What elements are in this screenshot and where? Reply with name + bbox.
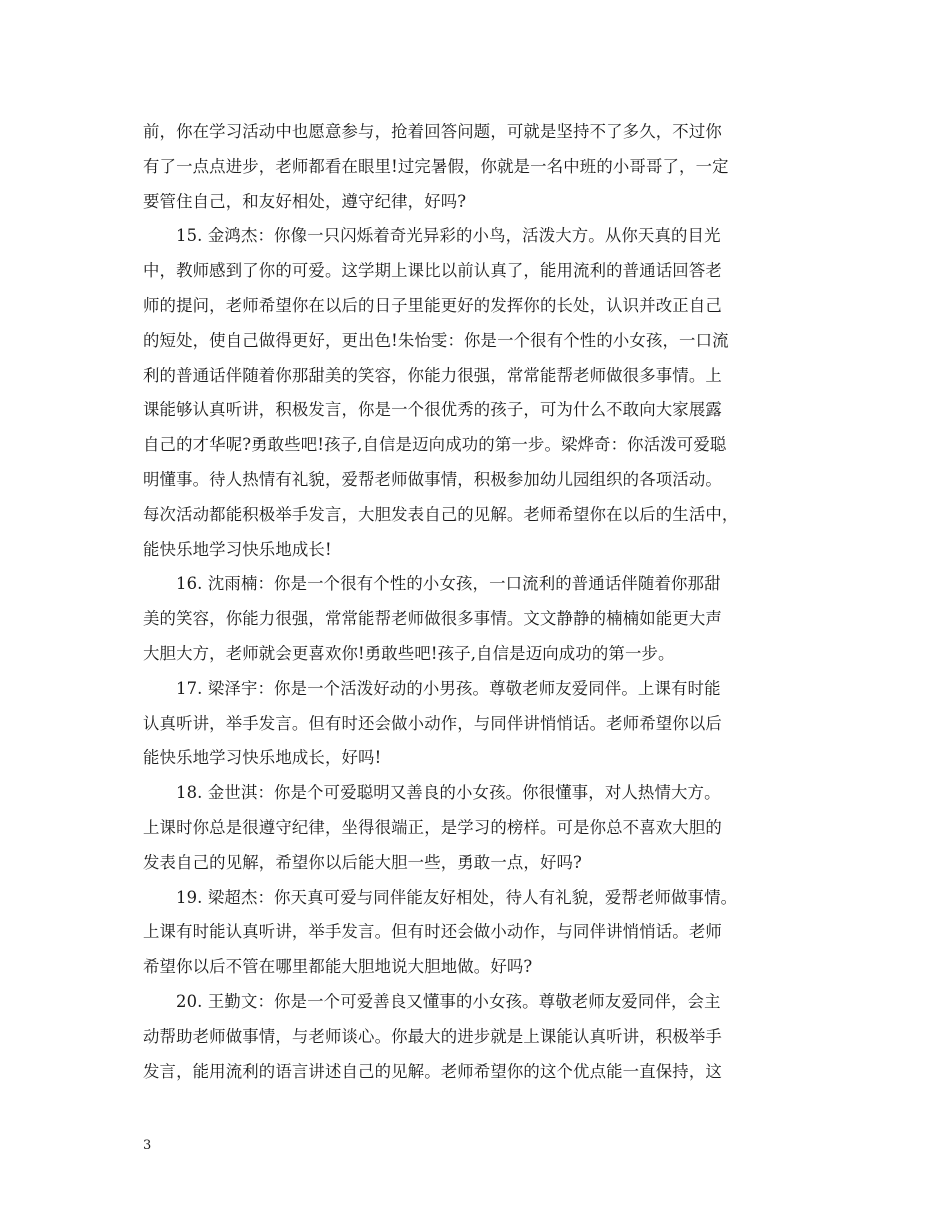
text-line: 大胆大方，老师就会更喜欢你!勇敢些吧!孩子,自信是迈向成功的第一步。: [143, 643, 675, 663]
body-text: [143, 115, 811, 1089]
page-number: 3: [143, 1138, 152, 1153]
text-line: 前，你在学习活动中也愿意参与，抢着回答问题，可就是坚持不了多久，不过你: [143, 122, 722, 141]
text-line: 发表自己的见解，希望你以后能大胆一些，勇敢一点，好吗?: [143, 852, 582, 872]
paragraph-first-line: 15. 金鸿杰：你像一只闪烁着奇光异彩的小鸟，活泼大方。从你天真的目光: [176, 226, 721, 246]
text-line: 上课时你总是很遵守纪律，坐得很端正，是学习的榜样。可是你总不喜欢大胆的: [143, 817, 722, 837]
text-line: 中，教师感到了你的可爱。这学期上课比以前认真了，能用流利的普通话回答老: [143, 261, 722, 281]
text-line: 上课有时能认真听讲，举手发言。但有时还会做小动作，与同伴讲悄悄话。老师: [143, 922, 722, 942]
text-line: 认真听讲，举手发言。但有时还会做小动作，与同伴讲悄悄话。老师希望你以后: [143, 713, 722, 733]
text-line: 师的提问，老师希望你在以后的日子里能更好的发挥你的长处，认识并改正自己: [143, 295, 722, 315]
text-line: 动帮助老师做事情，与老师谈心。你最大的进步就是上课能认真听讲，积极举手: [143, 1026, 722, 1046]
text-line: 每次活动都能积极举手发言，大胆发表自己的见解。老师希望你在以后的生活中，: [143, 504, 739, 524]
paragraph-first-line: 20. 王勤文：你是一个可爱善良又懂事的小女孩。尊敬老师友爱同伴，会主: [176, 991, 721, 1011]
text-line: 能快乐地学习快乐地成长!: [143, 539, 332, 559]
text-line: 明懂事。待人热情有礼貌，爱帮老师做事情，积极参加幼儿园组织的各项活动。: [143, 469, 722, 489]
paragraph-first-line: 17. 梁泽宇：你是一个活泼好动的小男孩。尊敬老师友爱同伴。上课有时能: [176, 678, 721, 698]
paragraph-first-line: 16. 沈雨楠：你是一个很有个性的小女孩，一口流利的普通话伴随着你那甜: [176, 574, 721, 594]
text-line: 有了一点点进步，老师都看在眼里!过完暑假，你就是一名中班的小哥哥了，一定: [143, 156, 729, 176]
text-line: 利的普通话伴随着你那甜美的笑容，你能力很强，常常能帮老师做很多事情。上: [143, 365, 722, 385]
text-line: 美的笑容，你能力很强，常常能帮老师做很多事情。文文静静的楠楠如能更大声: [143, 609, 722, 629]
text-line: 课能够认真听讲，积极发言，你是一个很优秀的孩子，可为什么不敢向大家展露: [143, 400, 722, 420]
paragraph-first-line: 18. 金世淇：你是个可爱聪明又善良的小女孩。你很懂事，对人热情大方。: [176, 783, 721, 803]
text-line: 发言，能用流利的语言讲述自己的见解。老师希望你的这个优点能一直保持，这: [143, 1061, 722, 1081]
text-line: 自己的才华呢?勇敢些吧!孩子,自信是迈向成功的第一步。梁烨奇：你活泼可爱聪: [143, 435, 727, 455]
text-line: 希望你以后不管在哪里都能大胆地说大胆地做。好吗?: [143, 957, 533, 977]
text-line: 要管住自己，和友好相处，遵守纪律，好吗?: [143, 191, 467, 211]
paragraph-first-line: 19. 梁超杰：你天真可爱与同伴能友好相处，待人有礼貌，爱帮老师做事情。: [176, 887, 738, 907]
text-line: 的短处，使自己做得更好，更出色!朱怡雯：你是一个很有个性的小女孩，一口流: [143, 330, 729, 350]
text-line: 能快乐地学习快乐地成长，好吗!: [143, 748, 382, 768]
